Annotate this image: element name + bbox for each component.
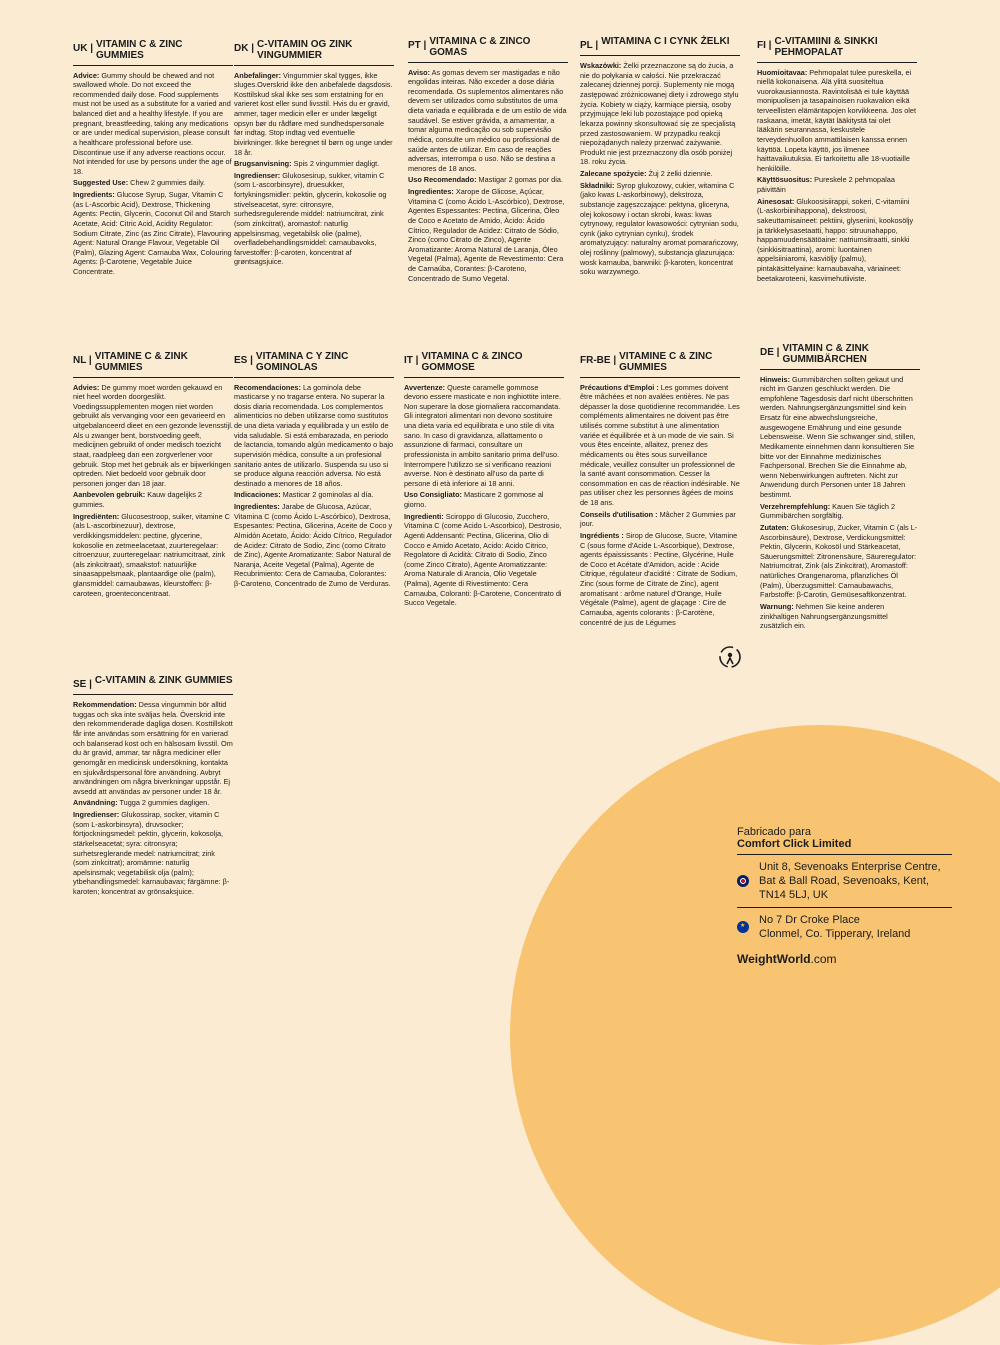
section-text: Dessa vingummin bör alltid tuggas och ska inte sväljas hela. Överskrid inte den rekommenderade dagliga dosen. Kosttillskott får inte användas som ersättning för en varierad och balanserad kost och en hälsosam livsstil. Om du är gravid, ammar, tar några mediciner eller genomgår en medicinsk undersökning, kontakta en sjukvårdspersonal före användning. Avbryt användningen om några biverkningar uppstår. Ej avsedd att användas av personer under 18 år. [73,700,233,796]
section-label: Avvertenze: [404,382,446,392]
block-title: VITAMIN C & ZINC GUMMIES [96,39,183,61]
section-text: Spis 2 vingummier dagligt. [291,159,380,169]
section-text: Gummibärchen sollten gekaut und nicht im Ganzen geschluckt werden. Die empfohlene Tagesdosis darf nicht überschritten werden. Nahrungsergänzungsmittel sind kein Ersatz für eine abwechslungsreiche, ausgewogene Ernährung und eine gesunde Lebensweise. Wenn Sie schwanger sind, stillen, Medikamente einnehmen dann konsultieren Sie bitte vor der Einnahme medizinisches Fachpersonal. Brechen Sie die Einnahme ab, wenn Nebenwirkungen auftreten. Nicht zur Anwendung durch Personen unter 18 Jahren bestimmt. [760,374,916,500]
section-text: Xarope de Glicose, Açúcar, Vitamina C (como Ácido L-Ascórbico), Dextrose, Agentes Espessantes: Pectina, Glicerina, Óleo de Coco e Acetato de Amido, Ácido: Ácido Cítrico, Regulador de Acidez: Citrato de Sódio, Zinco (como Citrato de Zinco), Agente Aromatizante: Aroma Natural de Laranja, Óleo Vegetal (Palma), Agente de Revestimento: Cera de Carnaúba, Corantes: β-Caroteno, Concentrado de Sumo Vegetal. [408,187,565,283]
section-label: Ingredienser: [234,170,281,180]
section-text: As gomas devem ser mastigadas e não engolidas inteiras. Não exceder a dose diária recomendada. Os suplementos alimentares não devem ser utilizados como substitutos de uma dieta variada e equilibrada e de um estilo de vida saudável. Se estiver grávida, a amamentar, a tomar alguma medicação ou sob supervisão médica, consulte um médico ou profissional de saúde antes de utilizar. Em caso de reações adversas, interrompa o uso. Não se destina a menores de 18 anos. [408,67,567,173]
section-label: Brugsanvisning: [234,159,292,169]
block-header [234,40,394,66]
section-text: La gominola debe masticarse y no tragarse entera. No superar la dosis diaria recomendada. Los complementos alimenticios no deben utilizarse como sustitutos de una dieta variada y equilibrada y un estilo de vida saludable. Si está embarazada, en periodo de lactancia, tomando algún medicamento o bajo supervisión médica, consulte a un profesional sanitario antes de utilizarlo. Suspenda su uso si se produce alguna reacción adversa. No está destinado a menores de 18 años. [234,382,394,488]
country-code: DK | [234,43,255,54]
section-label: Ingrediënten: [73,511,120,521]
section-label: Uso Consigliato: [404,490,462,500]
block-header [73,676,233,695]
text-section [760,375,920,500]
text-section [73,178,233,188]
block-title: VITAMIN C & ZINK GUMMIBÄRCHEN [782,343,869,365]
section-label: Recomendaciones: [234,382,301,392]
text-section [757,197,917,284]
block-header [73,352,233,378]
text-section [234,171,394,267]
language-block [760,344,920,632]
section-label: Ainesosat: [757,196,795,206]
text-section [73,490,233,509]
section-text: Jarabe de Glucosa, Azúcar, Vitamina C (como Ácido L-Ascórbico), Dextrosa, Espesantes: Pectina, Glicerina, Aceite de Coco y Almidón Acetato, Ácido: Ácido Cítrico, Regulador de Acidez: Citrato de Sodio, Zinc (como Citrato de Zinc), Agente Aromatizante: Sabor Natural de Naranja, Aceite Vegetal (Palma), Agente de Recubrimiento: Cera de Carnauba, Colorantes: β-Caroteno, Concentrado de Zumo de Verduras. [234,502,393,589]
text-section [234,502,394,589]
block-title: C-VITAMIN & ZINK GUMMIES [94,675,233,686]
text-section [73,798,233,808]
section-label: Ingredienti: [404,511,444,521]
section-text: Glucosestroop, suiker, vitamine C (als L-ascorbinezuur), dextrose, verdikkingsmiddelen: pectine, glycerine, kokosolie en zetmeelacetaat, zuurteregelaar: citroenzuur, zuurteregelaar: natriumcitraat, zink (als zinkcitraat), smaakstof: natuurlijke sinaasappelsmaak, plantaardige olie (palm), glansmiddel: carnaubawas, kleurstoffen: β-caroteen, groenteconcentraat. [73,511,230,598]
language-block [580,352,740,628]
section-text: Glukosesirup, sukker, vitamin C (som L-ascorbinsyre), druesukker, fortykningsmidler: pektin, glycerin, kokosolie og stivelseacetat, syre: citronsyre, surhedsregulerende middel: natriumcitrat, zink (som zinkcitrat), aromastof: naturlig appelsinsmag, vegetabilsk olie (palme), overfladebehandlingsmiddel: carnaubavoks, farvestoffer: β-caroten, koncentrat af grøntsagsjuice. [234,170,387,267]
section-text: Glukossirap, socker, vitamin C (som L-askorbinsyra), druvsocker; förtjockningsmedel: pektin, glycerin, kokosolja, stärkelseacetat; syra: citronsyra; surhetsreglerande medel: natriumcitrat; zink (som zinkcitrat); aromämne: naturlig apelsinsmak; vegetabilisk olja (palm); ytbehandlingsmedel: karnaubavax; färgämne: β-karoten; koncentrat av grönsaksjuice. [73,810,230,897]
country-code: PL | [580,40,599,51]
text-section [580,181,740,277]
language-block [234,40,394,268]
section-text: Masticar 2 gominolas al día. [280,490,374,500]
block-title: WITAMINA C I CYNK ŻELKI [601,36,730,47]
brand-name: WeightWorld [737,952,811,967]
section-text: Gummy should be chewed and not swallowed whole. Do not exceed the recommended daily dose. Food supplements must not be used as a substitute for a varied and balanced diet and a healthy lifestyle. If you are pregnant, breastfeeding, taking any medications or are under medical supervision, please consult a healthcare professional before use. Discontinue use if any adverse reactions occur. Not intended for use by persons under the age of 18. [73,70,232,176]
section-text: Żuj 2 żelki dziennie. [646,169,713,179]
brand-suffix: .com [810,952,837,967]
section-label: Aviso: [408,67,431,77]
section-label: Ingrédients : [580,530,624,540]
block-header [408,37,568,63]
section-text: Vingummier skal tygges, ikke sluges.Overskrid ikke den anbefalede dagsdosis. Kosttilskud skal ikke ses som erstatning for en varieret kost eller sund livsstil. Hvis du er gravid, ammer, tager medicin eller er under lægeligt opsyn bør du rådføre med sundhedspersonale før indtag. Stop indtag ved eventuelle bivirkninger. Ikke beregnet til børn og unge under 18 år. [234,70,393,157]
language-block [234,352,394,590]
text-section [580,531,740,627]
section-label: Ingredienser: [73,810,120,820]
section-label: Käyttösuositus: [757,175,813,185]
section-text: Glucose Syrup, Sugar, Vitamin C (as L-Ascorbic Acid), Dextrose, Thickening Agents: Pectin, Glycerin, Coconut Oil and Starch Acetate, Acid: Citric Acid, Acidity Regulator: Sodium Citrate, Zinc (as Zinc Citrate), Flavouring Agent: Natural Orange Flavour, Vegetable Oil (Palm), Glazing Agent: Carnauba Wax, Colouring Agents: β-Carotene, Vegetable Juice Concentrate. [73,190,232,277]
text-section [757,68,917,174]
country-code: FR-BE | [580,355,617,366]
country-code: IT | [404,355,419,366]
recycle-icon [718,645,742,669]
text-section [760,502,920,521]
section-label: Advies: [73,382,100,392]
text-section [73,512,233,599]
text-section [580,383,740,508]
section-text: Glukoosisiirappi, sokeri, C-vitamiini (L-askorbiinihappona), dekstroosi, sakeuttamisaineet: pektiini, glyseriini, kookosöljy ja tärkkelysasetaatti, happo: sitruunahappo, happamuudensäätöaine: natriumsitraatti, sinkki (sinkkisitraattina), aromi: luontainen appelsiiniaromi, kasviöljy (palmu), pintakäsittelyaine: karnaubavaha, väriaineet: beetakaroteeni, kasvimehutiiviste. [757,196,914,283]
country-code: NL | [73,355,92,366]
section-label: Rekommendation: [73,700,137,710]
country-code: DE | [760,347,780,358]
block-title: VITAMINA C & ZINCO GOMAS [429,36,531,58]
section-label: Verzehrempfehlung: [760,501,831,511]
ie-address-line: Clonmel, Co. Tipperary, Ireland [759,928,911,941]
section-text: Sciroppo di Glucosio, Zucchero, Vitamina C (come Acido L-Ascorbico), Destrosio, Agenti Addensanti: Pectina, Glicerina, Olio di Cocco e Amido Acetato, Acido: Acido Citrico, Regolatore di Acidità: Citrato di Sodio, Zinco (come Zinco Citrato), Agente Aromatizzante: Aroma Naturale di Arancia, Olio Vegetale (Palma), Agente di Rivestimento: Cera Carnauba, Coloranti: β-Carotene, Concentrato di Succo Vegetale. [404,511,562,608]
section-text: Żelki przeznaczone są do żucia, a nie do połykania w całości. Nie przekraczać zalecanej dziennej porcji. Suplementy nie mogą zastępować zróżnicowanej diety i zdrowego stylu życia. Kobiety w ciąży, karmiące piersią, osoby przyjmujące leki lub pozostające pod opieką lekarza powinny skonsultować się ze specjalistą przed zastosowaniem. W przypadku reakcji niepożądanych należy przerwać zażywanie. Produkt nie jest przeznaczony dla osób poniżej 18. roku życia. [580,61,739,167]
section-label: Användning: [73,798,118,808]
text-section [404,512,564,608]
brand-website [737,952,952,966]
block-title: VITAMINA C & ZINCO GOMMOSE [421,351,523,373]
text-section [234,71,394,158]
text-section [234,383,394,489]
language-block [580,37,740,278]
section-label: Ingredientes: [408,187,454,197]
section-label: Anbefalinger: [234,70,282,80]
section-text: Masticare 2 gommose al giorno. [404,490,544,510]
country-code: SE | [73,679,92,690]
section-label: Aanbevolen gebruik: [73,490,146,500]
text-section [73,190,233,277]
language-block [408,37,568,284]
section-label: Huomioitavaa: [757,67,808,77]
section-text: Les gommes doivent être mâchées et non avalées entières. Ne pas dépasser la dose quotidienne recommandée. Les compléments alimentaires ne doivent pas être utilisés comme substitut à une alimentation variée et équilibrée et à un mode de vie sain. Si vous êtes enceinte, allaitez, prenez des médicaments ou êtes sous surveillance médicale, veuillez consulter un professionnel de la santé avant consommation. Cesser la consommation en cas de réaction indésirable. Ne pas utiliser chez les personnes âgées de moins de 18 ans. [580,382,740,508]
block-header [757,37,917,63]
block-header [234,352,394,378]
section-label: Ingredients: [73,190,115,200]
uk-address-line: Bat & Ball Road, Sevenoaks, Kent, [759,875,929,888]
country-code: UK | [73,43,94,54]
block-header [580,352,740,378]
block-header [73,40,233,66]
section-text: De gummy moet worden gekauwd en niet heel worden doorgeslikt. Voedingssupplementen mogen niet worden gebruikt als vervanging voor een gevarieerd en uitgebalanceerd dieet en een gezonde levensstijl. Als u zwanger bent, borstvoeding geeft, medicijnen gebruikt of onder medisch toezicht staat, raadpleeg dan een zorgverlener voor gebruik. Stop met het gebruik als er bijwerkingen optreden. Niet bedoeld voor gebruik door personen jonger dan 18 jaar. [73,382,233,488]
section-label: Précautions d'Emploi : [580,382,659,392]
text-section [760,602,920,631]
language-block [757,37,917,284]
block-title: VITAMINE C & ZINK GUMMIES [94,351,188,373]
text-section [234,490,394,500]
section-text: Sirop de Glucose, Sucre, Vitamine C (sous forme d'Acide L-Ascorbique), Dextrose, agents épaississants : Pectine, Glycérine, Huile de Coco et Acétate d'Amidon, acide : Acide Citrique, régulateur d'acidité : Citrate de Sodium, Zinc (sous forme de Citrate de Zinc), agent aromatisant : arôme naturel d'Orange, Huile Végétale (Palme), agent de glaçage : Cire de Carnauba, agents colorants : β-Carotène, concentré de jus de Légumes [580,530,738,627]
section-text: Kauw dagelijks 2 gummies. [73,490,202,510]
country-code: FI | [757,40,772,51]
text-section [408,175,568,185]
text-section [757,175,917,194]
text-section [73,700,233,796]
section-text: Queste caramelle gommose devono essere masticate e non inghiottite intere. Non superare la dose giornaliera raccomandata. Gli integratori alimentari non devono sostituire una dieta varia ed equilibrata e uno stile di vita sano. In caso di gravidanza, allattamento o assunzione di farmaci, consultare un professionista in ambito sanitario prima dell'uso. Interrompere l'utilizzo se si verificano reazioni avverse. Non è destinato all'uso da parte di persone di età inferiore ai 18 anni. [404,382,561,488]
ie-address-line: No 7 Dr Croke Place [759,914,860,927]
block-header [404,352,564,378]
ie-address [737,907,952,946]
uk-address-line: TN14 5LJ, UK [759,889,829,902]
section-text: Tugga 2 gummies dagligen. [117,798,210,808]
country-code: PT | [408,40,427,51]
section-label: Conseils d'utilisation : [580,509,658,519]
text-section [580,61,740,167]
text-section [234,159,394,169]
text-section [408,187,568,283]
block-title: VITAMINA C Y ZINC GOMINOLAS [255,351,349,373]
section-label: Składniki: [580,180,615,190]
text-section [404,490,564,509]
language-block [73,676,233,898]
language-block [73,352,233,599]
eu-flag-icon [737,921,749,933]
section-text: Chew 2 gummies daily. [128,178,206,188]
section-label: Advice: [73,70,100,80]
section-text: Syrop glukozowy, cukier, witamina C (jako kwas L-askorbinowy), dekstroza, substancje zagęszczające: pektyna, gliceryna, olej kokosowy i octan skrobi, kwas: kwas cytrynowy, regulator kwasowości: cytrynian sodu, cynk (jako cytrynian cynku), środek aromatyzujący: naturalny aromat pomarańczowy, olej roślinny (palmowy), substancja glazurująca: wosk karnauba, barwniki: β-karoten, koncentrat soku warzywnego. [580,180,739,277]
block-title: C-VITAMIN OG ZINK VINGUMMIER [257,39,353,61]
text-section [760,523,920,600]
uk-flag-icon [737,875,749,887]
text-section [404,383,564,489]
language-block [73,40,233,278]
section-label: Hinweis: [760,374,791,384]
country-code: ES | [234,355,253,366]
section-label: Warnung: [760,601,794,611]
block-title: C-VITAMIINI & SINKKI PEHMOPALAT [774,36,878,58]
section-label: Zalecane spożycie: [580,169,647,179]
block-title: VITAMINE C & ZINC GUMMIES [619,351,713,373]
section-text: Kauen Sie täglich 2 Gummibärchen sorgfältig. [760,501,896,521]
uk-address [737,854,952,907]
decorative-circle [510,725,1000,1345]
section-text: Mastigar 2 gomas por dia. [476,175,563,185]
text-section [73,71,233,177]
text-section [580,169,740,179]
text-section [580,510,740,529]
section-text: Pehmopalat tulee pureskella, ei niellä kokonaisena. Älä ylitä suositeltua vuorokausiannosta. Ravintolisää ei tule käyttää monipuolisen ja tasapainoisen ruokavalion eikä terveellisten elämäntapojen korvikkeena. Jos olet raskaana, imetät, käytät lääkitystä tai olet lääkärin seurannassa, keskustele terveydenhuollon ammattilaisen kanssa ennen käyttöä. Lopeta käyttö, jos ilmenee haittavaikutuksia. Ei tarkoitettu alle 18-vuotiaille henkilöille. [757,67,916,173]
section-label: Uso Recomendado: [408,175,477,185]
manufacturer-company: Comfort Click Limited [737,838,852,850]
section-text: Glukosesirup, Zucker, Vitamin C (als L-Ascorbinsäure), Dextrose, Verdickungsmittel: Pektin, Glycerin, Kokosöl und Stärkeacetat, Säuerungsmittel: Zitronensäure, Säureregulator: Natriumcitrat, Zink (als Zinkcitrat), Aromastoff: natürliches Orangenaroma, pflanzliches Öl (Palm), Überzugsmittel: Carnaubawachs, Farbstoffe: β-Carotin, Gemüsesaftkonzentrat. [760,522,918,600]
manufacturer-info [737,826,952,966]
text-section [73,383,233,489]
section-label: Suggested Use: [73,178,129,188]
section-label: Ingredientes: [234,502,280,512]
section-text: Pureskele 2 pehmopalaa päivittäin [757,175,895,195]
section-label: Zutaten: [760,522,789,532]
block-header [580,37,740,56]
section-label: Indicaciones: [234,490,281,500]
text-section [73,810,233,897]
manufacturer-label: Fabricado para [737,826,811,838]
language-block [404,352,564,609]
section-text: Nehmen Sie keine anderen zinkhaltigen Nahrungsergänzungsmittel zusätzlich ein. [760,601,888,631]
section-label: Wskazówki: [580,61,622,71]
uk-address-line: Unit 8, Sevenoaks Enterprise Centre, [759,861,941,873]
section-text: Mâcher 2 Gummies par jour. [580,509,736,529]
block-header [760,344,920,370]
text-section [408,68,568,174]
